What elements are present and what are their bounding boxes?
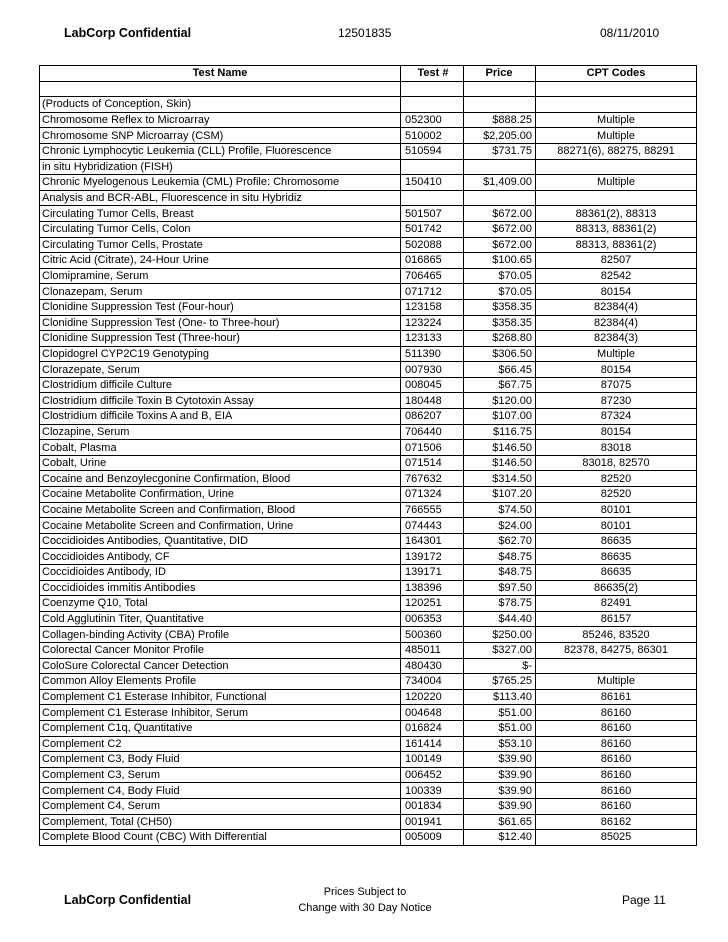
test-name-cell: Common Alloy Elements Profile [40,674,401,690]
header-company: LabCorp Confidential [64,26,192,40]
price-cell: $51.00 [464,720,536,736]
test-number-cell: 016865 [401,253,464,269]
price-cell: $250.00 [464,627,536,643]
test-number-cell: 164301 [401,533,464,549]
price-cell: $888.25 [464,112,536,128]
test-name-cell: Complement C3, Serum [40,767,401,783]
cpt-codes-cell: 86635(2) [536,580,697,596]
cpt-codes-cell: 86160 [536,767,697,783]
table-row [40,206,697,222]
cpt-codes-cell: 88313, 88361(2) [536,237,697,253]
test-name-cell: Circulating Tumor Cells, Colon [40,221,401,237]
price-cell: $113.40 [464,689,536,705]
cpt-codes-cell: Multiple [536,175,697,191]
price-cell: $146.50 [464,455,536,471]
table-row [40,830,697,846]
cpt-codes-cell: 86635 [536,533,697,549]
blank-cell [536,81,697,97]
cpt-codes-cell: 87324 [536,409,697,425]
test-name-cell: Cocaine Metabolite Screen and Confirmation, Urine [40,518,401,534]
header-account-number: 12501835 [338,26,392,40]
price-cell: $48.75 [464,549,536,565]
test-name-cell: Cold Agglutinin Titer, Quantitative [40,611,401,627]
test-name-cell: Clonidine Suppression Test (One- to Three-hour) [40,315,401,331]
test-name-cell: Clonazepam, Serum [40,284,401,300]
test-number-cell: 006452 [401,767,464,783]
footer-company: LabCorp Confidential [64,893,192,907]
test-name-cell: Citric Acid (Citrate), 24-Hour Urine [40,253,401,269]
cpt-codes-cell: 86160 [536,798,697,814]
test-number-cell [401,190,464,206]
test-number-cell: 139171 [401,565,464,581]
cpt-codes-cell: 82491 [536,596,697,612]
test-number-cell: 161414 [401,736,464,752]
table-row [40,377,697,393]
test-number-cell: 071324 [401,487,464,503]
column-header-cpt-codes: CPT Codes [536,66,697,82]
table-row [40,409,697,425]
table-row [40,720,697,736]
test-number-cell: 005009 [401,830,464,846]
test-number-cell: 511390 [401,346,464,362]
price-cell: $51.00 [464,705,536,721]
test-name-cell: Chronic Lymphocytic Leukemia (CLL) Profile, Fluorescence [40,143,401,159]
cpt-codes-cell [536,658,697,674]
test-name-cell: Complement C2 [40,736,401,752]
price-cell: $672.00 [464,206,536,222]
price-cell: $116.75 [464,424,536,440]
price-cell: $70.05 [464,284,536,300]
table-row [40,596,697,612]
price-cell: $39.90 [464,767,536,783]
cpt-codes-cell: 87075 [536,377,697,393]
test-number-cell: 180448 [401,393,464,409]
test-number-cell: 150410 [401,175,464,191]
test-name-cell: Clostridium difficile Culture [40,377,401,393]
test-number-cell: 501742 [401,221,464,237]
test-number-cell: 502088 [401,237,464,253]
table-row [40,128,697,144]
test-name-cell: Complete Blood Count (CBC) With Differential [40,830,401,846]
table-row [40,533,697,549]
test-number-cell: 074443 [401,518,464,534]
test-name-cell: Chronic Myelogenous Leukemia (CML) Profile: Chromosome [40,175,401,191]
test-name-cell: Cocaine and Benzoylecgonine Confirmation, Blood [40,471,401,487]
test-name-cell: Clostridium difficile Toxins A and B, EIA [40,409,401,425]
test-number-cell: 120220 [401,689,464,705]
price-cell: $66.45 [464,362,536,378]
cpt-codes-cell [536,159,697,175]
table-row [40,752,697,768]
price-cell: $731.75 [464,143,536,159]
cpt-codes-cell: 86161 [536,689,697,705]
price-cell: $39.90 [464,783,536,799]
price-cell: $100.65 [464,253,536,269]
price-cell: $78.75 [464,596,536,612]
test-name-cell: Complement C4, Body Fluid [40,783,401,799]
cpt-codes-cell: 86160 [536,752,697,768]
cpt-codes-cell: 82542 [536,268,697,284]
test-number-cell: 123224 [401,315,464,331]
test-name-cell: Cocaine Metabolite Confirmation, Urine [40,487,401,503]
column-header-price: Price [464,66,536,82]
header-date: 08/11/2010 [600,26,660,40]
test-name-cell: Coccidioides Antibody, CF [40,549,401,565]
test-number-cell: 008045 [401,377,464,393]
cpt-codes-cell: 86160 [536,736,697,752]
cpt-codes-cell: 86157 [536,611,697,627]
table-row [40,736,697,752]
blank-cell [40,81,401,97]
cpt-codes-cell: 80101 [536,502,697,518]
test-number-cell: 052300 [401,112,464,128]
column-header-test-name: Test Name [40,66,401,82]
price-cell: $97.50 [464,580,536,596]
price-cell: $765.25 [464,674,536,690]
table-row [40,299,697,315]
price-cell: $672.00 [464,237,536,253]
test-name-cell: Complement C4, Serum [40,798,401,814]
price-cell: $48.75 [464,565,536,581]
cpt-codes-cell: 82520 [536,487,697,503]
test-name-cell: ColoSure Colorectal Cancer Detection [40,658,401,674]
test-name-cell: Complement C1 Esterase Inhibitor, Serum [40,705,401,721]
price-cell: $39.90 [464,798,536,814]
table-row [40,97,697,113]
test-number-cell: 086207 [401,409,464,425]
test-number-cell [401,159,464,175]
cpt-codes-cell: 86160 [536,783,697,799]
test-name-cell: in situ Hybridization (FISH) [40,159,401,175]
test-name-cell: Circulating Tumor Cells, Prostate [40,237,401,253]
test-name-cell: Chromosome SNP Microarray (CSM) [40,128,401,144]
test-name-cell: Complement C1q, Quantitative [40,720,401,736]
cpt-codes-cell: 82378, 84275, 86301 [536,642,697,658]
price-cell: $67.75 [464,377,536,393]
blank-cell [401,81,464,97]
price-table [39,65,697,846]
cpt-codes-cell [536,190,697,206]
blank-row [40,81,697,97]
table-row [40,767,697,783]
price-cell: $39.90 [464,752,536,768]
price-cell: $70.05 [464,268,536,284]
table-row [40,346,697,362]
table-row [40,580,697,596]
table-row [40,705,697,721]
test-number-cell: 123158 [401,299,464,315]
price-cell: $306.50 [464,346,536,362]
cpt-codes-cell [536,97,697,113]
cpt-codes-cell: Multiple [536,346,697,362]
column-header-test-number: Test # [401,66,464,82]
test-number-cell: 766555 [401,502,464,518]
test-name-cell: Clonidine Suppression Test (Three-hour) [40,331,401,347]
price-cell: $- [464,658,536,674]
table-row [40,798,697,814]
table-row [40,268,697,284]
test-name-cell: Clomipramine, Serum [40,268,401,284]
test-number-cell: 071712 [401,284,464,300]
test-number-cell: 480430 [401,658,464,674]
test-number-cell: 734004 [401,674,464,690]
table-row [40,502,697,518]
footer-notice-line-1: Prices Subject to [323,886,407,898]
cpt-codes-cell: 86162 [536,814,697,830]
test-number-cell: 510002 [401,128,464,144]
test-name-cell: Clonidine Suppression Test (Four-hour) [40,299,401,315]
cpt-codes-cell: 86160 [536,705,697,721]
test-number-cell: 001834 [401,798,464,814]
table-row [40,284,697,300]
table-row [40,471,697,487]
table-row [40,315,697,331]
table-row [40,253,697,269]
table-row [40,393,697,409]
test-name-cell: Complement, Total (CH50) [40,814,401,830]
table-row [40,221,697,237]
test-number-cell: 120251 [401,596,464,612]
test-name-cell: Complement C1 Esterase Inhibitor, Functional [40,689,401,705]
cpt-codes-cell: 82384(3) [536,331,697,347]
cpt-codes-cell: 82507 [536,253,697,269]
price-cell: $74.50 [464,502,536,518]
table-row [40,175,697,191]
blank-cell [464,81,536,97]
cpt-codes-cell: 86635 [536,549,697,565]
cpt-codes-cell: 86160 [536,720,697,736]
test-number-cell: 016824 [401,720,464,736]
cpt-codes-cell: 88313, 88361(2) [536,221,697,237]
footer-notice-line-2: Change with 30 Day Notice [298,902,432,914]
test-number-cell: 767632 [401,471,464,487]
test-number-cell: 139172 [401,549,464,565]
test-name-cell: Clorazepate, Serum [40,362,401,378]
price-cell: $2,205.00 [464,128,536,144]
test-name-cell: Coccidioides immitis Antibodies [40,580,401,596]
price-cell [464,159,536,175]
cpt-codes-cell: 85246, 83520 [536,627,697,643]
table-row [40,455,697,471]
price-cell: $327.00 [464,642,536,658]
footer-page-number: Page 11 [622,893,666,907]
test-name-cell: Circulating Tumor Cells, Breast [40,206,401,222]
test-number-cell: 071514 [401,455,464,471]
table-row [40,783,697,799]
footer-price-notice [280,884,450,916]
price-cell [464,190,536,206]
price-cell: $61.65 [464,814,536,830]
test-number-cell: 485011 [401,642,464,658]
price-cell: $146.50 [464,440,536,456]
table-row [40,611,697,627]
cpt-codes-cell: Multiple [536,128,697,144]
table-row [40,112,697,128]
price-cell: $268.80 [464,331,536,347]
cpt-codes-cell: 88361(2), 88313 [536,206,697,222]
table-row [40,689,697,705]
table-row [40,159,697,175]
price-cell: $62.70 [464,533,536,549]
cpt-codes-cell: 83018, 82570 [536,455,697,471]
test-number-cell: 500360 [401,627,464,643]
table-row [40,814,697,830]
test-number-cell: 138396 [401,580,464,596]
cpt-codes-cell: 80154 [536,362,697,378]
test-number-cell: 004648 [401,705,464,721]
table-body [40,81,697,845]
table-row [40,487,697,503]
test-number-cell: 006353 [401,611,464,627]
table-row [40,440,697,456]
price-cell: $120.00 [464,393,536,409]
test-name-cell: Cobalt, Urine [40,455,401,471]
test-name-cell: Complement C3, Body Fluid [40,752,401,768]
price-cell: $1,409.00 [464,175,536,191]
table-row [40,627,697,643]
cpt-codes-cell: 82384(4) [536,299,697,315]
table-row [40,362,697,378]
table-row [40,642,697,658]
price-cell: $53.10 [464,736,536,752]
test-number-cell: 100339 [401,783,464,799]
price-cell: $107.00 [464,409,536,425]
test-name-cell: Cobalt, Plasma [40,440,401,456]
table-row [40,518,697,534]
test-number-cell: 501507 [401,206,464,222]
test-number-cell: 007930 [401,362,464,378]
table-row [40,674,697,690]
cpt-codes-cell: 82384(4) [536,315,697,331]
table-row [40,658,697,674]
table-header-row [40,66,697,82]
table-row [40,549,697,565]
test-name-cell: Cocaine Metabolite Screen and Confirmation, Blood [40,502,401,518]
cpt-codes-cell: 83018 [536,440,697,456]
test-name-cell: Chromosome Reflex to Microarray [40,112,401,128]
cpt-codes-cell: Multiple [536,112,697,128]
test-name-cell: Collagen-binding Activity (CBA) Profile [40,627,401,643]
cpt-codes-cell: 87230 [536,393,697,409]
price-cell [464,97,536,113]
table-row [40,331,697,347]
test-number-cell: 510594 [401,143,464,159]
test-name-cell: Coccidioides Antibodies, Quantitative, DID [40,533,401,549]
test-number-cell: 001941 [401,814,464,830]
cpt-codes-cell: 85025 [536,830,697,846]
test-name-cell: (Products of Conception, Skin) [40,97,401,113]
cpt-codes-cell: Multiple [536,674,697,690]
table-row [40,237,697,253]
cpt-codes-cell: 86635 [536,565,697,581]
cpt-codes-cell: 88271(6), 88275, 88291 [536,143,697,159]
price-cell: $12.40 [464,830,536,846]
test-name-cell: Clostridium difficile Toxin B Cytotoxin Assay [40,393,401,409]
cpt-codes-cell: 80101 [536,518,697,534]
test-name-cell: Clopidogrel CYP2C19 Genotyping [40,346,401,362]
test-name-cell: Clozapine, Serum [40,424,401,440]
table-row [40,190,697,206]
price-cell: $358.35 [464,299,536,315]
price-cell: $672.00 [464,221,536,237]
price-cell: $44.40 [464,611,536,627]
table-row [40,424,697,440]
price-cell: $358.35 [464,315,536,331]
test-number-cell: 100149 [401,752,464,768]
table-row [40,143,697,159]
price-cell: $314.50 [464,471,536,487]
price-cell: $24.00 [464,518,536,534]
cpt-codes-cell: 80154 [536,284,697,300]
test-number-cell: 706465 [401,268,464,284]
price-cell: $107.20 [464,487,536,503]
table-row [40,565,697,581]
test-number-cell: 123133 [401,331,464,347]
cpt-codes-cell: 80154 [536,424,697,440]
test-number-cell: 071506 [401,440,464,456]
cpt-codes-cell: 82520 [536,471,697,487]
test-number-cell [401,97,464,113]
test-name-cell: Analysis and BCR-ABL, Fluorescence in situ Hybridiz [40,190,401,206]
test-number-cell: 706440 [401,424,464,440]
test-name-cell: Colorectal Cancer Monitor Profile [40,642,401,658]
test-name-cell: Coccidioides Antibody, ID [40,565,401,581]
test-name-cell: Coenzyme Q10, Total [40,596,401,612]
